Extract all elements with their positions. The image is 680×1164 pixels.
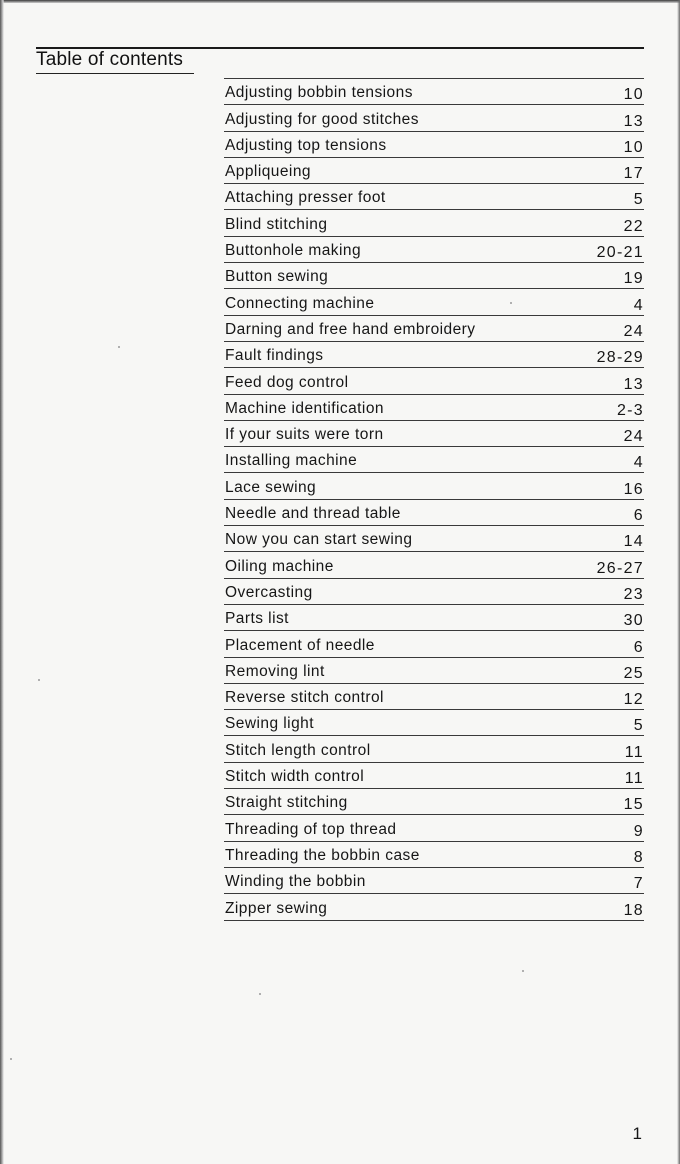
toc-entry-label: Threading of top thread <box>225 820 397 838</box>
toc-entry-page: 24 <box>623 322 644 340</box>
toc-entry-page: 16 <box>623 480 644 498</box>
toc-entry-page: 30 <box>623 612 644 630</box>
toc-entry-label: Darning and free hand embroidery <box>225 320 476 338</box>
toc-entry-label: Sewing light <box>225 715 314 733</box>
toc-row <box>224 579 644 605</box>
toc-entry-label: Threading the bobbin case <box>225 846 420 864</box>
scan-speck <box>259 993 261 995</box>
toc-entry-page: 20-21 <box>596 244 644 262</box>
toc-row <box>224 552 644 578</box>
toc-entry-page: 12 <box>623 691 644 709</box>
toc-entry-page: 22 <box>623 217 644 235</box>
toc-entry-label: Installing machine <box>225 452 358 470</box>
toc-row <box>224 237 644 263</box>
toc-entry-page: 10 <box>623 138 644 156</box>
toc-entry-page: 11 <box>624 770 644 788</box>
toc-row <box>224 710 644 736</box>
toc-entry-page: 6 <box>633 507 644 525</box>
toc-entry-page: 5 <box>633 191 644 209</box>
toc-entry-label: Button sewing <box>225 268 329 286</box>
toc-row <box>224 500 644 526</box>
toc-entry-page: 25 <box>623 664 644 682</box>
toc-entry-page: 11 <box>624 743 644 761</box>
toc-entry-label: Needle and thread table <box>225 505 401 523</box>
toc-entry-label: Appliqueing <box>225 163 311 181</box>
toc-row <box>224 132 644 158</box>
toc-row <box>224 395 644 421</box>
toc-row <box>224 789 644 815</box>
toc-entry-label: Now you can start sewing <box>225 531 413 549</box>
scan-speck <box>10 1058 12 1060</box>
toc-entry-label: Adjusting for good stitches <box>225 110 419 128</box>
toc-entry-label: Reverse stitch control <box>225 689 384 707</box>
toc-entry-label: Parts list <box>225 610 289 628</box>
toc-entry-label: Adjusting bobbin tensions <box>225 84 413 102</box>
toc-entry-page: 10 <box>623 86 644 104</box>
toc-entry-page: 19 <box>623 270 644 288</box>
toc-entry-page: 7 <box>633 875 644 893</box>
toc-entry-label: Stitch width control <box>225 768 365 786</box>
toc-row <box>224 447 644 473</box>
toc-row <box>224 184 644 210</box>
toc-row <box>224 342 644 368</box>
toc-entry-page: 8 <box>633 848 644 866</box>
page-number: 1 <box>632 1124 642 1143</box>
toc-entry-label: If your suits were torn <box>225 426 384 444</box>
toc-entry-page: 28-29 <box>596 349 644 367</box>
toc-entry-label: Adjusting top tensions <box>225 136 387 154</box>
toc-row <box>224 289 644 315</box>
toc-entry-page: 9 <box>633 822 644 840</box>
toc-row <box>224 842 644 868</box>
toc-entry-label: Overcasting <box>225 583 313 601</box>
toc-entry-label: Connecting machine <box>225 294 375 312</box>
toc-entry-label: Lace sewing <box>225 478 317 496</box>
toc-entry-label: Winding the bobbin <box>225 873 366 891</box>
toc-entry-label: Zipper sewing <box>225 899 328 917</box>
toc-entry-page: 6 <box>633 638 644 656</box>
toc-row <box>224 158 644 184</box>
toc-row <box>224 473 644 499</box>
toc-entry-label: Machine identification <box>225 399 384 417</box>
toc-row <box>224 815 644 841</box>
toc-row <box>224 868 644 894</box>
toc-row <box>224 105 644 131</box>
toc-entry-label: Fault findings <box>225 347 324 365</box>
toc-row <box>224 421 644 447</box>
toc-entry-label: Feed dog control <box>225 373 349 391</box>
toc-row <box>224 736 644 762</box>
scan-speck <box>510 302 512 304</box>
toc-entry-label: Removing lint <box>225 662 325 680</box>
toc-entry-label: Buttonhole making <box>225 242 362 260</box>
toc-entry-page: 13 <box>623 112 644 130</box>
toc-row <box>224 763 644 789</box>
toc-entry-page: 17 <box>623 165 644 183</box>
toc-row <box>224 658 644 684</box>
toc-entry-label: Placement of needle <box>225 636 375 654</box>
toc-entry-page: 15 <box>623 796 644 814</box>
toc-entry-page: 24 <box>623 428 644 446</box>
toc-entry-page: 13 <box>623 375 644 393</box>
toc-row <box>224 684 644 710</box>
scan-speck <box>38 679 40 681</box>
toc-entry-label: Stitch length control <box>225 741 371 759</box>
toc-entry-label: Straight stitching <box>225 794 348 812</box>
toc-row <box>224 605 644 631</box>
toc-row <box>224 210 644 236</box>
toc-entry-page: 26-27 <box>596 559 644 577</box>
toc-entry-page: 2-3 <box>616 401 644 419</box>
toc-entry-page: 4 <box>633 296 644 314</box>
scan-speck <box>118 346 120 348</box>
toc-entry-page: 5 <box>633 717 644 735</box>
toc-entry-label: Blind stitching <box>225 215 328 233</box>
toc-entry-label: Attaching presser foot <box>225 189 386 207</box>
title-underline <box>36 73 194 74</box>
toc-row <box>224 79 644 105</box>
table-of-contents <box>224 78 644 921</box>
page-edge-left <box>0 0 4 1164</box>
toc-row <box>224 894 644 920</box>
page-title: Table of contents <box>36 49 184 70</box>
toc-entry-page: 4 <box>633 454 644 472</box>
scan-speck <box>522 970 524 972</box>
toc-row <box>224 631 644 657</box>
toc-row <box>224 316 644 342</box>
toc-entry-label: Oiling machine <box>225 557 334 575</box>
toc-row <box>224 368 644 394</box>
toc-entry-page: 18 <box>623 901 644 919</box>
toc-row <box>224 263 644 289</box>
toc-entry-page: 14 <box>623 533 644 551</box>
toc-entry-page: 23 <box>623 585 644 603</box>
toc-row <box>224 526 644 552</box>
page-edge-top <box>0 0 680 3</box>
